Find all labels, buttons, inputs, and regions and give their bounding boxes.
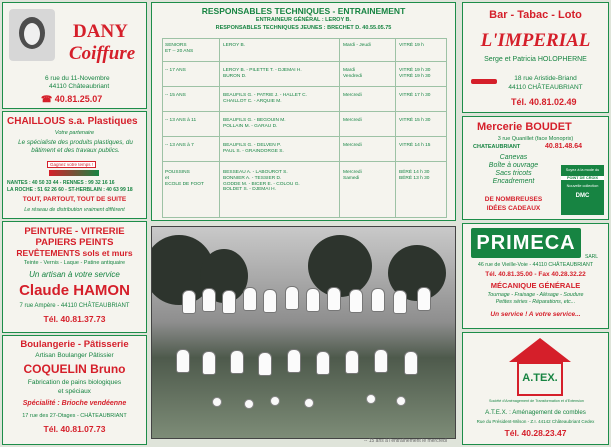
cigar-icon — [471, 79, 497, 84]
column-divider — [219, 39, 220, 217]
ad-imperial — [462, 2, 609, 113]
schedule-title: RESPONSABLES TECHNIQUES - ENTRAINEMENT — [201, 6, 406, 16]
football — [270, 396, 280, 406]
player — [263, 289, 277, 313]
row-days: Mardi - Jeudi — [343, 43, 371, 48]
sidebox-line3: Nouvelle collection — [566, 184, 599, 188]
player — [374, 349, 388, 373]
football — [212, 397, 222, 407]
ad-claude-hamon — [2, 221, 147, 333]
photo-caption: -- 15 ans à l'entraînement le mercredi — [364, 438, 447, 444]
football — [366, 394, 376, 404]
player — [202, 351, 216, 375]
hamon-line2: PAPIERS PEINTS — [35, 237, 114, 248]
chaillous-phones1: NANTES : 40 50 33 44 - RENNES : 99 32 16 16 — [7, 180, 115, 186]
row-days: Mardi Vendredi — [343, 68, 362, 79]
imperial-phone: Tél. 40.81.02.49 — [511, 97, 577, 107]
chaillous-tagline: Votre partenaire — [54, 130, 95, 136]
primeca-service: MÉCANIQUE GÉNÉRALE — [490, 281, 581, 290]
chaillous-name: CHAILLOUS s.a. Plastiques — [7, 116, 138, 127]
chaillous-logo — [49, 170, 99, 176]
boudet-address: 3 rue Quanillet (face Monoprix) — [497, 136, 574, 142]
sidebox-line1: Soyez à la mode du — [565, 168, 600, 172]
chaillous-phones2: LA ROCHE : 51 62 26 60 - ST-HERBLAIN : 40 63 99 18 — [7, 187, 133, 193]
imperial-address2: 44110 CHÂTEAUBRIANT — [508, 84, 583, 91]
row-place: VITRÉ 14 h 15 — [399, 143, 431, 148]
row-category: -- 17 ANS — [165, 68, 186, 73]
chaillous-badge: Gagnez votre temps ! — [47, 161, 96, 168]
row-names: LEROY B. - PILETTE T. - DJEMAI H. BURON D. — [223, 68, 302, 79]
imperial-owners: Serge et Patricia HOLOPHERNE — [484, 56, 587, 63]
primeca-phones: Tél. 40.81.35.00 - Fax 40.28.32.22 — [485, 271, 586, 278]
sidebox-line4: DMC — [575, 193, 590, 199]
coquelin-line5: Spécialité : Brioche vendéenne — [22, 400, 127, 407]
hamon-name: Claude HAMON — [19, 282, 130, 299]
player — [176, 349, 190, 373]
player — [182, 290, 196, 314]
row-divider — [163, 161, 446, 162]
row-names: BEAUFILS G. - BEGOUIN M. POLLAIN M. - GARAU D. — [223, 118, 286, 129]
boudet-name — [477, 121, 572, 133]
row-category: -- 13 ANS à 7 — [165, 143, 194, 148]
row-category: -- 13 ANS à 11 — [165, 118, 197, 123]
ad-primeca — [462, 223, 609, 329]
player — [222, 290, 236, 314]
player — [243, 287, 257, 311]
column-divider — [339, 39, 340, 217]
atex-line2: Rue du Président-Wilson - Z.I. 44142 Châteaubriant Cedex — [476, 419, 595, 424]
row-days: Mercredi — [343, 143, 362, 148]
hamon-address: 7 rue Ampère - 44110 CHÂTEAUBRIANT — [19, 303, 130, 309]
chaillous-desc: Le spécialiste des produits plastiques, du bâtiment et des travaux publics. — [18, 139, 133, 154]
primeca-name: PRIMECA — [476, 232, 576, 254]
chaillous-slogan1: TOUT, PARTOUT, TOUT DE SUITE — [22, 196, 127, 203]
player — [316, 351, 330, 375]
primeca-services-list: Tournage - Fraisage - Alésage - Soudure Petites séries - Réparations, etc... — [487, 292, 584, 305]
tree-shape — [308, 235, 372, 297]
hamon-line4: Teinte - Vernis - Laque - Patine antiquaire — [23, 260, 126, 266]
row-names: LEROY B. — [223, 43, 246, 48]
coquelin-line3: Fabrication de pains biologiques — [27, 379, 122, 386]
imperial-name: L'IMPERIAL — [480, 30, 591, 51]
row-divider — [163, 111, 446, 112]
row-category: POUSSINS et ECOLE DE FOOT — [165, 170, 204, 187]
player — [417, 287, 431, 311]
primeca-address: 46 rue de Vieille-Voie - 44110 CHÂTEAUBRIANT — [477, 262, 594, 268]
football — [304, 398, 314, 408]
primeca-suffix: SARL — [585, 254, 599, 260]
primeca-slogan: Un service ! A votre service... — [490, 311, 581, 318]
house-body — [517, 362, 563, 396]
hamon-phone: Tél. 40.81.37.73 — [43, 314, 106, 324]
coquelin-line2: Artisan Boulanger Pâtissier — [35, 352, 114, 359]
phone-icon: ☎ — [41, 94, 53, 104]
row-divider — [163, 61, 446, 62]
row-names: BESSEAU A. - LABOUROT S. BONNIER A. - TESSIER D. GODDE M. - BICER E. - COLOU G. BOLDET S. - DJEMAI H. — [223, 170, 300, 193]
row-category: SENIORS ET -- 20 ANS — [165, 43, 194, 54]
dany-name: DANY — [73, 21, 128, 42]
player — [393, 290, 407, 314]
player — [258, 352, 272, 376]
player — [345, 350, 359, 374]
team-photo — [151, 226, 456, 439]
atex-name: A.TEX. — [522, 372, 558, 384]
player — [230, 350, 244, 374]
chaillous-slogan2: Le réseau de distribution vraiment différent — [24, 207, 125, 213]
schedule-sub1: ENTRAINEUR GÉNÉRAL : LEROY B. — [255, 17, 352, 23]
ad-coquelin-boulangerie — [2, 335, 147, 445]
hamon-line5: Un artisan à votre service — [29, 270, 120, 279]
player — [349, 289, 363, 313]
row-category: -- 15 ANS — [165, 93, 186, 98]
column-divider — [395, 39, 396, 217]
boudet-city: CHATEAUBRIANT — [473, 144, 521, 150]
player — [327, 287, 341, 311]
row-names: BEAUFILS G. - PATRIE J. - HALLET C. CHAILLOT C. - ARQUIE M. — [223, 93, 307, 104]
boudet-products: Canevas Boîte à ouvrage Sacs tricots Encadrement — [488, 154, 539, 185]
dany-address1: 6 rue du 11-Novembre — [45, 75, 110, 82]
coquelin-phone: Tél. 40.81.07.73 — [43, 424, 106, 434]
boudet-sidebox — [561, 165, 604, 215]
boudet-name1: Mercerie — [477, 121, 523, 133]
player — [306, 288, 320, 312]
row-place: VITRÉ 19 h — [399, 43, 424, 48]
row-days: Mercredi Samedi — [343, 170, 362, 181]
row-names: BEAUFILS G. - DELVEN P. PAUL S. - GRAINDORGE S. — [223, 143, 284, 154]
boudet-name2: BOUDET — [525, 121, 572, 133]
player — [285, 286, 299, 310]
atex-desc: Société d'Aménagement de Transformation et d'Extension — [489, 399, 584, 403]
player — [404, 351, 418, 375]
football — [244, 399, 254, 409]
dany-business: Coiffure — [69, 43, 136, 64]
boudet-phone: 40.81.48.64 — [545, 143, 582, 150]
row-place: VITRÉ 17 h 30 — [399, 93, 431, 98]
ad-mercerie-boudet — [462, 116, 609, 220]
row-divider — [163, 86, 446, 87]
dany-phone — [41, 94, 102, 105]
boudet-highlight2: IDÉES CADEAUX — [486, 205, 541, 212]
player — [371, 288, 385, 312]
schedule-sub2: RESPONSABLES TECHNIQUES JEUNES : BRECHET D. 40.55.05.75 — [215, 25, 392, 31]
ad-atex — [462, 332, 609, 445]
hamon-line1: PEINTURE - VITRERIE — [24, 226, 125, 237]
dany-phone-text: 40.81.25.07 — [54, 94, 103, 104]
atex-line1: A.T.E.X. : Aménagement de combles — [485, 409, 586, 416]
hamon-line3: REVÊTEMENTS sols et murs — [16, 248, 133, 258]
ad-dany-coiffure — [2, 2, 147, 109]
row-place: BÉRÉ 14 h 30 BÉRÉ 13 h 30 — [399, 170, 430, 181]
coquelin-name: COQUELIN Bruno — [23, 362, 126, 376]
atex-phone: Tél. 40.28.23.47 — [504, 428, 567, 438]
row-days: Mercredi — [343, 93, 362, 98]
training-schedule — [151, 2, 456, 221]
sidebox-line2: POINT DE CROIX — [561, 176, 604, 180]
dany-portrait — [9, 9, 55, 61]
ad-chaillous-plastiques — [2, 111, 147, 219]
house-icon — [509, 338, 571, 362]
imperial-address1: 18 rue Aristide-Briand — [514, 75, 577, 82]
row-place: VITRÉ 15 h 30 — [399, 118, 431, 123]
dany-address2: 44110 Châteaubriant — [49, 83, 110, 90]
football — [396, 396, 406, 406]
row-days: Mercredi — [343, 118, 362, 123]
imperial-header: Bar - Tabac - Loto — [489, 9, 582, 21]
schedule-table — [162, 38, 447, 218]
coquelin-line4: et spéciaux — [58, 388, 91, 395]
row-divider — [163, 136, 446, 137]
row-place: VITRÉ 19 h 30 VITRÉ 19 h 30 — [399, 68, 431, 79]
player — [202, 288, 216, 312]
coquelin-address: 17 rue des 27-Otages - CHÂTEAUBRIANT — [22, 413, 127, 419]
primeca-logo — [471, 228, 581, 258]
player — [287, 349, 301, 373]
coquelin-line1: Boulangerie - Pâtisserie — [20, 339, 129, 350]
boudet-highlight1: DE NOMBREUSES — [484, 196, 543, 203]
